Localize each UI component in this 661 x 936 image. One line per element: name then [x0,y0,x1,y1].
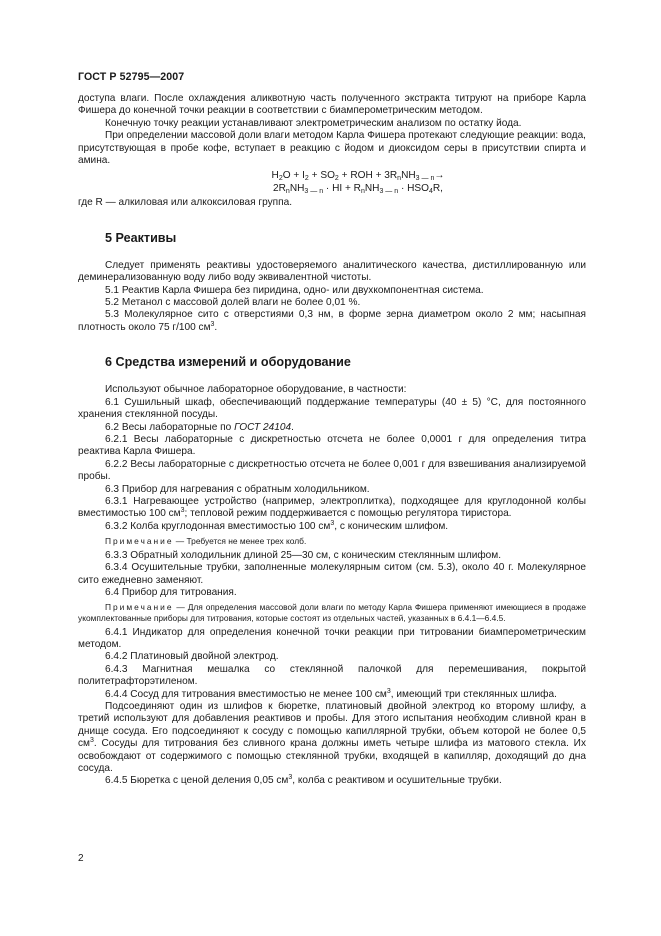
page-content [78,93,586,788]
intro-paragraph-3: При определении массовой доли влаги методом Карла Фишера протекают следующие реакции: вода, присутствующая в пробе кофе, вступает в реакцию с йодом и диоксидом серы в присутствии спирта и амина. [78,130,586,167]
item-6-3-2: 6.3.2 Колба круглодонная вместимостью 100 $см^3$, с коническим шлифом. [105,519,449,532]
note-label: Примечание [105,536,174,547]
item-6-4-3: 6.4.3 Магнитная мешалка со стеклянной палочкой для перемешивания, покрытой политетрафторэтиленом. [78,663,586,688]
item-6-3: 6.3 Прибор для нагревания с обратным холодильником. [105,483,370,495]
section-6-intro: Используют обычное лабораторное оборудование, в частности: [105,384,407,396]
formula-line-1: $H_2O + I_2 + SO_2$ + ROH + $3R_nNH_{3 — n}\to$ [271,170,445,183]
section-6-heading: 6 Средства измерений и оборудование [105,355,351,370]
section-5-heading: 5 Реактивы [105,230,177,245]
item-6-4-5: 6.4.5 Бюретка с ценой деления 0,05 $см^3$, колба с реактивом и осушительные трубки. [105,774,502,787]
formula-explanation: где R — алкиловая или алкоксиловая группа. [78,197,292,209]
note-2: Примечание — Для определения массовой доли влаги по методу Карла Фишера применяют имеющиеся в продаже укомплектованные приборы для титрования, которые состоят из отдельных частей, указанных в 6.4.1—6.4.5. [78,602,586,623]
item-6-2-1: 6.2.1 Весы лабораторные с дискретностью отсчета не более 0,0001 г для определения титра реактива Карла Фишера. [78,433,586,458]
note-label: Примечание [105,602,174,613]
item-6-4-1: 6.4.1 Индикатор для определения конечной точки реакции при титровании биамперометрическим методом. [78,626,586,650]
note-1: Примечание — Требуется не менее трех колб. [105,536,307,547]
formula-line-2: $2R_nNH_{3 — n}$ · HI + $R_nNH_{3 — n} \cdot HSO_4R$, [273,183,443,196]
page-number: 2 [78,853,84,864]
item-6-3-1: 6.3.1 Нагревающее устройство (например, электроплитка), подходящее для круглодонной колбы вместимостью 100 $см^3$; тепловой режим поддерживается с помощью регулятора тиристора. [78,495,586,520]
item-6-4-4: 6.4.4 Сосуд для титрования вместимостью не менее 100 $см^3$, имеющий три стеклянных шлифа. [105,687,557,700]
standard-reference: ГОСТ 24104 [234,421,292,433]
reaction-formula [78,169,586,195]
item-5-1: 5.1 Реактив Карла Фишера без пиридина, одно- или двухкомпонентная система. [105,284,484,296]
intro-paragraph-2: Конечную точку реакции устанавливают электрометрическим анализом по остатку йода. [105,117,522,129]
item-6-3-4: 6.3.4 Осушительные трубки, заполненные молекулярным ситом (см. 5.3), около 40 г. Молекулярное сито ежедневно заменяют. [78,562,586,586]
item-6-4: 6.4 Прибор для титрования. [105,586,237,598]
item-6-1: 6.1 Сушильный шкаф, обеспечивающий поддержание температуры (40 ± 5) °С, для постоянного хранения стеклянной посуды. [78,396,586,421]
intro-paragraph-1: доступа влаги. После охлаждения аликвотную часть полученного экстракта титруют на приборе Карла Фишера до конечной точки реакции в соответствии с биамперометрическим методом. [78,93,586,117]
standard-number: ГОСТ Р 52795—2007 [78,71,185,83]
item-5-2: 5.2 Метанол с массовой долей влаги не более 0,01 %. [105,297,361,309]
item-6-2: 6.2 Весы лабораторные по ГОСТ 24104. [105,421,294,433]
item-6-3-3: 6.3.3 Обратный холодильник длиной 25—30 см, с коническим стеклянным шлифом. [105,549,502,561]
item-6-2-2: 6.2.2 Весы лабораторные с дискретностью отсчета не более 0,001 г для взвешивания анализируемой пробы. [78,458,586,483]
item-6-4-2: 6.4.2 Платиновый двойной электрод. [105,651,279,663]
item-5-3: 5.3 Молекулярное сито с отверстиями 0,3 нм, в форме зерна диаметром около 2 мм; насыпная плотность около 75 г/100 $см^3$. [78,309,586,333]
section-5-intro: Следует применять реактивы удостоверяемого аналитического качества, дистиллированную или деминерализованную воду либо воду эквивалентной чистоты. [78,259,586,284]
connection-paragraph: Подсоединяют один из шлифов к бюретке, платиновый двойной электрод ко второму шлифу, а третий используют для добавления реактивов и пробы. Для этого испытания необходим сливной кран в днище сосуда. Его подсоединяют к сосуду с помощью капиллярной трубки, объем которой не более 0,5 $см^3$. Сосуды для титрования без сливного крана должны иметь четыре шлифа из матового стекла. Их освобождают от содержимого с помощью стеклянной трубки, входящей в капилляр, доходящий до дна сосуда. [78,701,586,775]
